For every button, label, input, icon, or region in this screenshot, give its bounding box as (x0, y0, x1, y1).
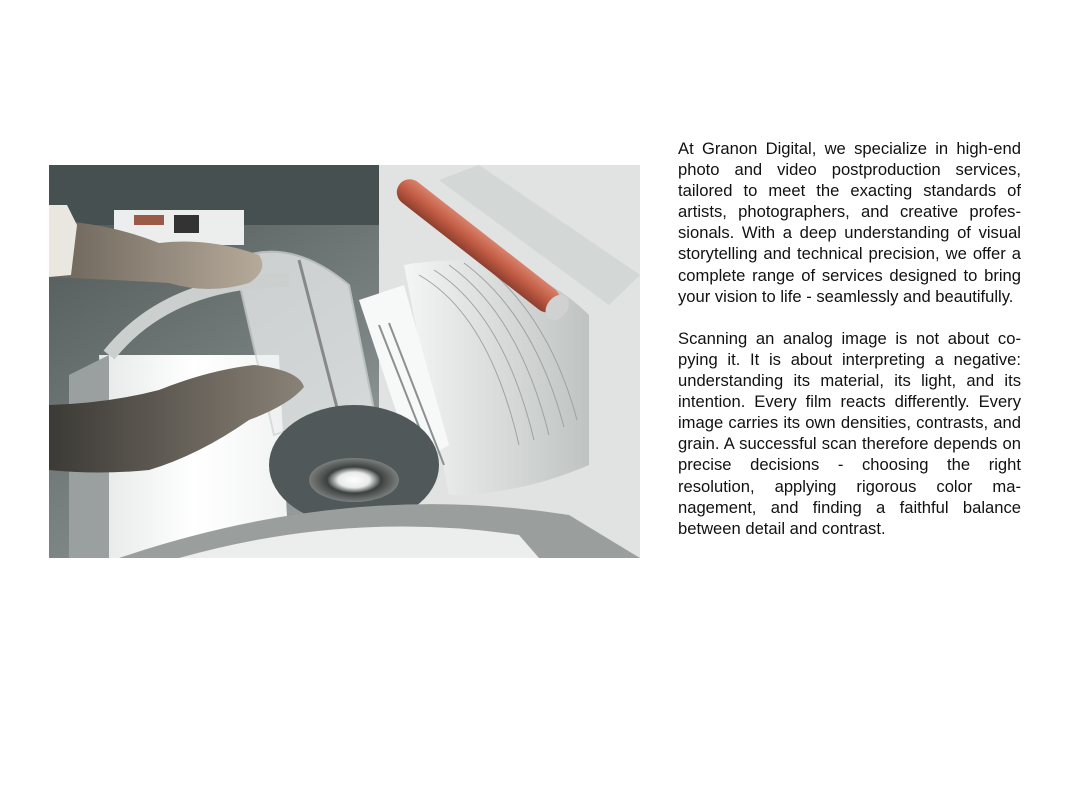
description-text (678, 138, 1021, 539)
drum-scanner-photo (49, 165, 640, 558)
intro-paragraph: At Granon Digital, we specialize in high-end photo and video postproduction services, tailored to meet the exacting standards of artists, photographers, and creative professionals. With a deep understanding of visual storytelling and technical precision, we offer a complete range of services designed to bring your vision to life - seamlessly and beautifully. (678, 139, 1021, 306)
scanning-paragraph: Scanning an analog image is not about copying it. It is about interpreting a negative: understanding its material, its light, and its intention. Every film reacts differently. Every image carries its own densities, contrasts, and grain. A successful scan therefore depends on precise decisions - choosing the right resolution, applying rigorous color management, and finding a faithful balance between detail and contrast. (678, 328, 1021, 538)
